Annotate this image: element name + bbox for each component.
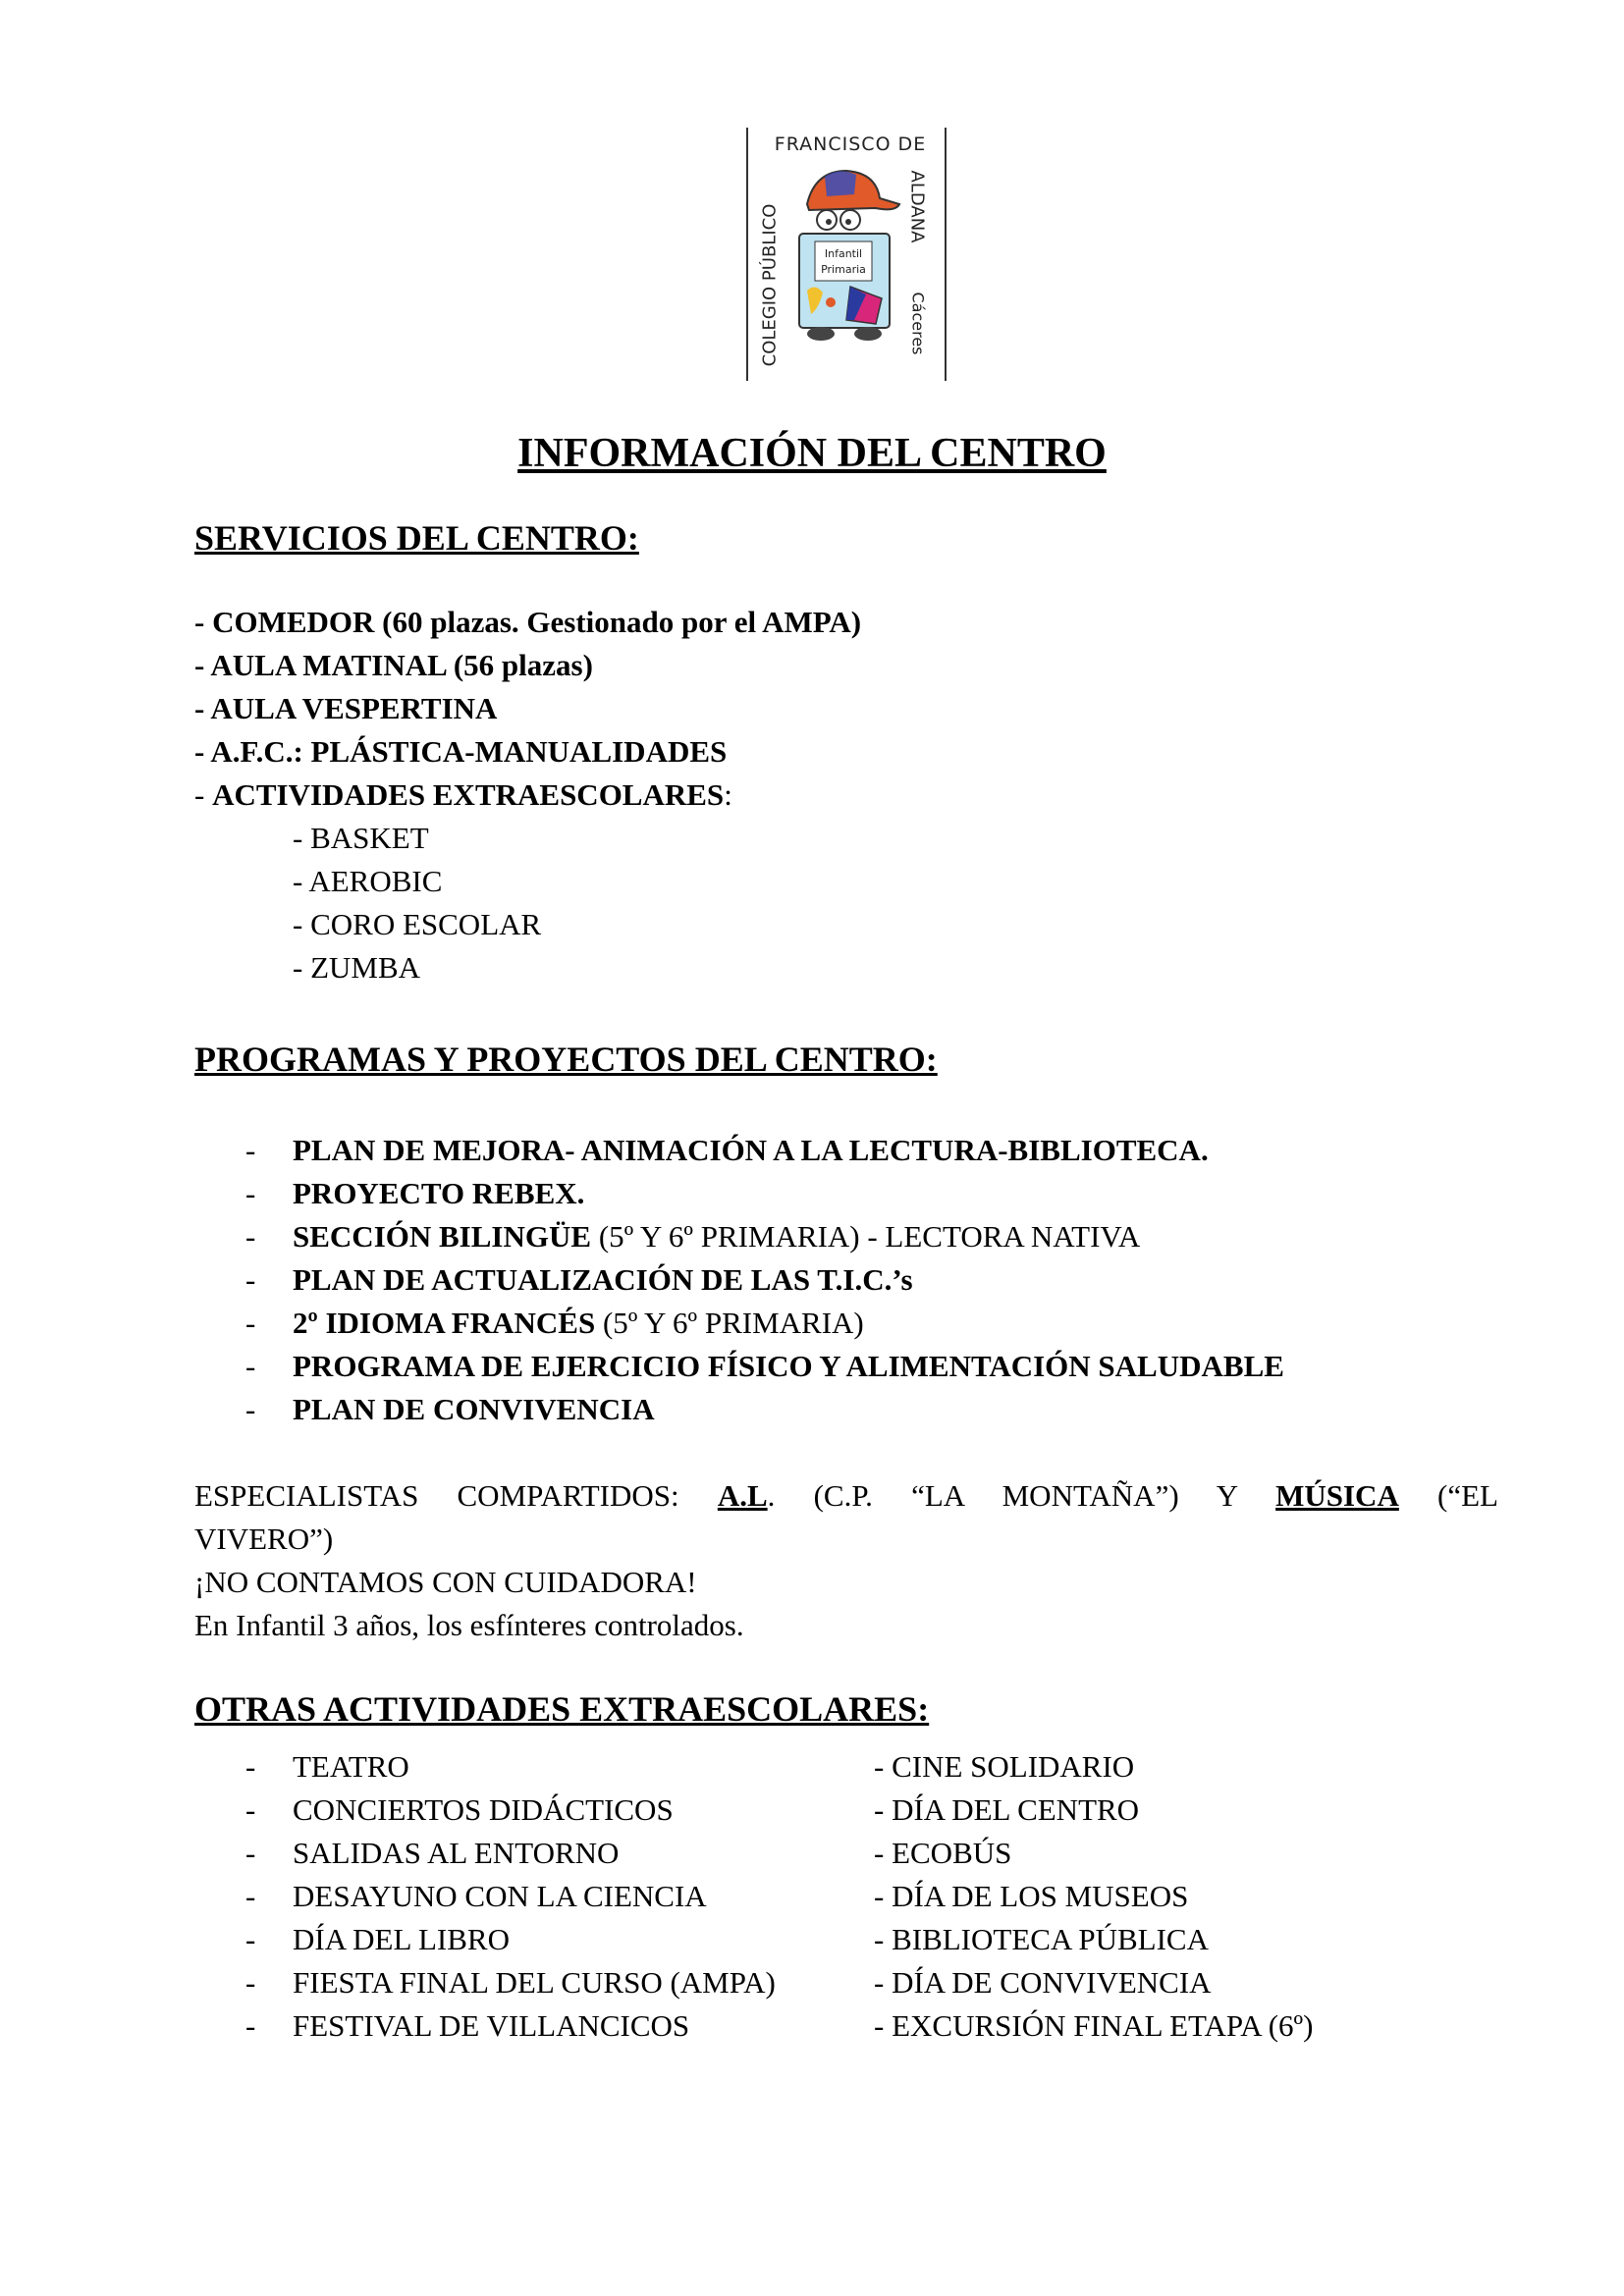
servicios-heading: SERVICIOS DEL CENTRO: bbox=[194, 518, 639, 558]
bullet: - bbox=[245, 1349, 256, 1383]
bullet: - bbox=[245, 1922, 256, 1956]
otra-actividad-right: - DÍA DEL CENTRO bbox=[874, 1792, 1140, 1827]
programa-item: PROGRAMA DE EJERCICIO FÍSICO Y ALIMENTACIÓN SALUDABLE bbox=[293, 1349, 1284, 1383]
programa-item: PLAN DE MEJORA- ANIMACIÓN A LA LECTURA-BIBLIOTECA. bbox=[293, 1133, 1209, 1167]
otra-actividad-right: - CINE SOLIDARIO bbox=[874, 1749, 1135, 1784]
programa-item: PROYECTO REBEX. bbox=[293, 1176, 585, 1210]
extraescolar-item: - ZUMBA bbox=[293, 950, 421, 985]
infantil-note: En Infantil 3 años, los esfínteres controlados. bbox=[194, 1608, 744, 1642]
otra-actividad-right: - DÍA DE LOS MUSEOS bbox=[874, 1879, 1189, 1913]
especialistas-line: ESPECIALISTAS COMPARTIDOS: A.L. (C.P. “LA MONTAÑA”) Y MÚSICA (“EL bbox=[194, 1478, 1498, 1513]
extraescolar-item: - AEROBIC bbox=[293, 864, 443, 898]
programas-heading: PROGRAMAS Y PROYECTOS DEL CENTRO: bbox=[194, 1040, 938, 1079]
especialistas-line2: VIVERO”) bbox=[194, 1522, 334, 1556]
programa-item: PLAN DE ACTUALIZACIÓN DE LAS T.I.C.’s bbox=[293, 1262, 913, 1297]
servicio-item: - COMEDOR (60 plazas. Gestionado por el AMPA) bbox=[194, 605, 862, 639]
bullet: - bbox=[245, 1965, 256, 2000]
bullet: - bbox=[245, 1306, 256, 1340]
otra-actividad-left: FESTIVAL DE VILLANCICOS bbox=[293, 2008, 690, 2043]
bullet: - bbox=[245, 1262, 256, 1297]
otra-actividad-left: FIESTA FINAL DEL CURSO (AMPA) bbox=[293, 1965, 776, 2000]
programa-item: SECCIÓN BILINGÜE (5º Y 6º PRIMARIA) - LECTORA NATIVA bbox=[293, 1219, 1141, 1254]
otra-actividad-left: CONCIERTOS DIDÁCTICOS bbox=[293, 1792, 674, 1827]
logo-city-text: Cáceres bbox=[908, 292, 928, 355]
extraescolar-item: - BASKET bbox=[293, 821, 429, 855]
otra-actividad-right: - ECOBÚS bbox=[874, 1836, 1012, 1870]
otra-actividad-left: SALIDAS AL ENTORNO bbox=[293, 1836, 620, 1870]
otra-actividad-left: DÍA DEL LIBRO bbox=[293, 1922, 510, 1956]
extraescolar-item: - CORO ESCOLAR bbox=[293, 907, 542, 941]
logo-left-text: COLEGIO PÚBLICO bbox=[759, 203, 781, 367]
otras-heading: OTRAS ACTIVIDADES EXTRAESCOLARES: bbox=[194, 1689, 930, 1729]
otra-actividad-right: - DÍA DE CONVIVENCIA bbox=[874, 1965, 1212, 2000]
logo-book-line2: Primaria bbox=[821, 263, 866, 276]
bullet: - bbox=[245, 1219, 256, 1254]
logo-character-icon bbox=[785, 165, 903, 342]
actividades-label: ACTIVIDADES EXTRAESCOLARES bbox=[212, 777, 725, 812]
bullet: - bbox=[245, 1749, 256, 1784]
programa-item: PLAN DE CONVIVENCIA bbox=[293, 1392, 655, 1426]
school-logo bbox=[746, 128, 947, 381]
bullet: - bbox=[245, 1879, 256, 1913]
otra-actividad-right: - EXCURSIÓN FINAL ETAPA (6º) bbox=[874, 2008, 1314, 2043]
dash: - bbox=[194, 777, 213, 812]
bullet: - bbox=[245, 2008, 256, 2043]
bullet: - bbox=[245, 1133, 256, 1167]
al-link-text: A.L bbox=[717, 1478, 768, 1513]
otra-actividad-right: - BIBLIOTECA PÚBLICA bbox=[874, 1922, 1209, 1956]
programa-item: 2º IDIOMA FRANCÉS (5º Y 6º PRIMARIA) bbox=[293, 1306, 864, 1340]
otra-actividad-left: DESAYUNO CON LA CIENCIA bbox=[293, 1879, 707, 1913]
musica-text: MÚSICA bbox=[1275, 1478, 1399, 1513]
bullet: - bbox=[245, 1392, 256, 1426]
servicio-item: - A.F.C.: PLÁSTICA-MANUALIDADES bbox=[194, 734, 728, 769]
actividades-extraescolares-line bbox=[194, 774, 732, 817]
servicio-item: - AULA MATINAL (56 plazas) bbox=[194, 648, 593, 682]
page-title: INFORMACIÓN DEL CENTRO bbox=[517, 431, 1107, 476]
colon: : bbox=[724, 777, 732, 812]
bullet: - bbox=[245, 1176, 256, 1210]
bullet: - bbox=[245, 1836, 256, 1870]
servicio-item: - AULA VESPERTINA bbox=[194, 691, 498, 725]
logo-right-text: ALDANA bbox=[906, 170, 928, 243]
logo-top-text: FRANCISCO DE bbox=[774, 133, 927, 155]
bullet: - bbox=[245, 1792, 256, 1827]
logo-book-line1: Infantil bbox=[824, 247, 863, 260]
otra-actividad-left: TEATRO bbox=[293, 1749, 409, 1784]
cuidadora-note: ¡NO CONTAMOS CON CUIDADORA! bbox=[194, 1565, 697, 1599]
